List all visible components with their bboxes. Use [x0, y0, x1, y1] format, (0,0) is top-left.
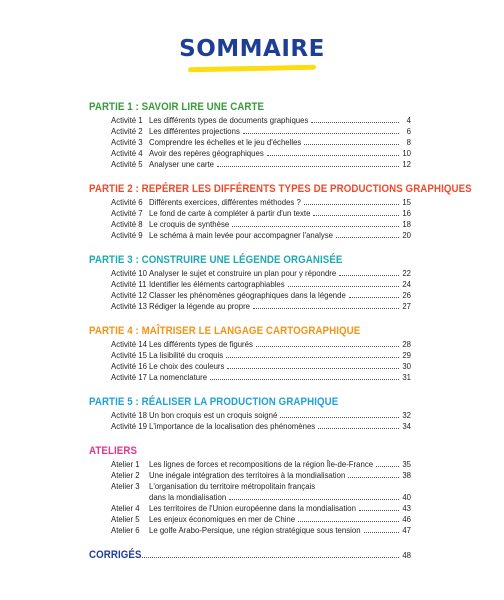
corriges-heading: CORRIGÉS	[89, 549, 142, 561]
toc-entry	[89, 219, 411, 230]
entry-title: Les lignes de forces et recompositions de la région Île-de-France	[149, 460, 374, 469]
entry-page: 4	[406, 116, 411, 125]
dot-leader	[376, 466, 399, 467]
entry-number: Activité 13	[111, 302, 147, 311]
section-heading: PARTIE 4 : MAÎTRISER LE LANGAGE CARTOGRAPHIQUE	[89, 325, 361, 337]
section-heading: PARTIE 5 : RÉALISER LA PRODUCTION GRAPHIQUE	[89, 396, 339, 408]
toc-entry	[89, 339, 411, 350]
toc-section	[89, 100, 411, 170]
entry-number: Activité 9	[111, 231, 143, 240]
entry-page: 26	[402, 291, 411, 300]
entry-title: La nomenclature	[149, 373, 208, 382]
dot-leader	[253, 308, 399, 309]
entry-page: 40	[402, 493, 411, 502]
dot-leader	[217, 166, 399, 167]
dot-leader	[226, 357, 399, 358]
entry-page: 43	[402, 504, 411, 513]
toc-entry	[89, 372, 411, 383]
entry-title: Le golfe Arabo-Persique, une région stratégique sous tension	[149, 526, 361, 535]
table-of-contents	[89, 100, 472, 562]
entry-page: 35	[402, 460, 411, 469]
entry-title: Comprendre les échelles et le jeu d'échelles	[149, 138, 302, 147]
dot-leader	[280, 417, 399, 418]
toc-entry	[89, 159, 411, 170]
entry-title: Un bon croquis est un croquis soigné	[149, 411, 278, 420]
entry-number: Activité 8	[111, 220, 143, 229]
entry-number: Activité 19	[111, 422, 147, 431]
dot-leader	[227, 368, 399, 369]
entry-page: 27	[402, 302, 411, 311]
toc-entry	[89, 208, 411, 219]
entry-number: Activité 14	[111, 340, 147, 349]
entry-number: Atelier 1	[111, 460, 140, 469]
entry-title: Classer les phénomènes géographiques dans la légende	[149, 291, 346, 300]
entry-title: Analyser le sujet et construire un plan pour y répondre	[149, 269, 337, 278]
toc-entry	[89, 197, 411, 208]
entry-title: Différents exercices, différentes méthodes ?	[149, 198, 301, 207]
dot-leader	[288, 286, 399, 287]
entry-title: dans la mondialisation	[149, 493, 227, 502]
dot-leader	[229, 499, 399, 500]
entry-page: 16	[402, 209, 411, 218]
toc-entry	[89, 290, 411, 301]
entry-number: Activité 18	[111, 411, 147, 420]
dot-leader	[232, 226, 399, 227]
entry-title: Le choix des couleurs	[149, 362, 225, 371]
entry-number: Activité 7	[111, 209, 143, 218]
entry-number: Activité 4	[111, 149, 143, 158]
entry-title: Les territoires de l'Union européenne dans la mondialisation	[149, 504, 356, 513]
corriges-page: 48	[402, 551, 411, 560]
toc-entry	[89, 410, 411, 421]
dot-leader	[304, 144, 399, 145]
toc-entry	[89, 514, 411, 525]
dot-leader	[364, 532, 399, 533]
entry-number: Activité 17	[111, 373, 147, 382]
toc-section	[89, 324, 411, 383]
entry-page: 28	[402, 340, 411, 349]
toc-entry	[89, 481, 411, 492]
toc-entry	[89, 115, 411, 126]
entry-page: 15	[402, 198, 411, 207]
entry-page: 29	[402, 351, 411, 360]
dot-leader	[298, 521, 399, 522]
entry-page: 18	[402, 220, 411, 229]
toc-entry	[89, 492, 411, 503]
dot-leader	[243, 133, 399, 134]
toc-entry	[89, 279, 411, 290]
entry-page: 38	[402, 471, 411, 480]
entry-title: Analyser une carte	[149, 160, 215, 169]
entry-title: Les différentes projections	[149, 127, 240, 136]
entry-title: Le fond de carte à compléter à partir d'un texte	[149, 209, 311, 218]
dot-leader	[256, 346, 399, 347]
toc-entry	[89, 148, 411, 159]
toc-section	[89, 253, 411, 312]
dot-leader	[349, 297, 399, 298]
entry-number: Atelier 5	[111, 515, 140, 524]
dot-leader	[318, 428, 399, 429]
entry-number: Activité 12	[111, 291, 147, 300]
dot-leader	[210, 379, 399, 380]
section-heading: ATELIERS	[89, 445, 138, 457]
dot-leader	[339, 275, 399, 276]
corriges-entry	[89, 548, 411, 562]
entry-page: 10	[402, 149, 411, 158]
dot-leader	[304, 204, 399, 205]
toc-entry	[89, 459, 411, 470]
dot-leader	[336, 237, 399, 238]
entry-title: Avoir des repères géographiques	[149, 149, 264, 158]
dot-leader	[311, 122, 399, 123]
entry-page: 31	[402, 373, 411, 382]
entry-number: Atelier 3	[111, 482, 140, 491]
toc-entry	[89, 301, 411, 312]
entry-page: 6	[406, 127, 411, 136]
entry-title: Le schéma à main levée pour accompagner l'analyse	[149, 231, 333, 240]
entry-title: Le croquis de synthèse	[149, 220, 230, 229]
entry-page: 8	[406, 138, 411, 147]
entry-title: L'organisation du territoire métropolitain français	[149, 482, 316, 491]
toc-entry	[89, 361, 411, 372]
entry-title: Rédiger la légende au propre	[149, 302, 250, 311]
entry-page: 22	[402, 269, 411, 278]
page-title: SOMMAIRE	[179, 36, 325, 62]
entry-page: 34	[402, 422, 411, 431]
entry-title: La lisibilité du croquis	[149, 351, 224, 360]
entry-page: 12	[402, 160, 411, 169]
toc-section	[89, 395, 411, 432]
toc-entry	[89, 350, 411, 361]
section-heading: PARTIE 2 : REPÉRER LES DIFFÉRENTS TYPES DE PRODUCTIONS GRAPHIQUES	[89, 183, 472, 195]
toc-entry	[89, 525, 411, 536]
toc-entry	[89, 126, 411, 137]
toc-entry	[89, 268, 411, 279]
entry-number: Atelier 2	[111, 471, 140, 480]
section-heading: PARTIE 1 : SAVOIR LIRE UNE CARTE	[89, 101, 265, 113]
dot-leader	[348, 477, 399, 478]
dot-leader	[313, 215, 399, 216]
entry-page: 30	[402, 362, 411, 371]
entry-page: 24	[402, 280, 411, 289]
dot-leader	[142, 557, 399, 558]
entry-page: 46	[402, 515, 411, 524]
toc-entry	[89, 230, 411, 241]
toc-entry	[89, 503, 411, 514]
entry-title: Les différents types de documents graphiques	[149, 116, 309, 125]
entry-number: Activité 5	[111, 160, 143, 169]
entry-page: 32	[402, 411, 411, 420]
entry-title: Identifier les éléments cartographiables	[149, 280, 285, 289]
entry-number: Activité 10	[111, 269, 147, 278]
toc-entry	[89, 470, 411, 481]
entry-title: Une inégale intégration des territoires à la mondialisation	[149, 471, 346, 480]
section-heading: PARTIE 3 : CONSTRUIRE UNE LÉGENDE ORGANISÉE	[89, 254, 343, 266]
entry-number: Activité 3	[111, 138, 143, 147]
title-block	[0, 36, 504, 71]
entry-number: Atelier 4	[111, 504, 140, 513]
entry-title: Les différents types de figurés	[149, 340, 253, 349]
entry-page: 47	[402, 526, 411, 535]
toc-section	[89, 182, 472, 241]
title-underline	[188, 65, 316, 73]
entry-title: Les enjeux économiques en mer de Chine	[149, 515, 296, 524]
entry-number: Activité 11	[111, 280, 147, 289]
toc-section	[89, 444, 411, 536]
entry-number: Activité 16	[111, 362, 147, 371]
dot-leader	[359, 510, 399, 511]
entry-number: Activité 1	[111, 116, 143, 125]
entry-page: 20	[402, 231, 411, 240]
toc-entry	[89, 137, 411, 148]
entry-number: Activité 2	[111, 127, 143, 136]
dot-leader	[267, 155, 399, 156]
entry-number: Activité 15	[111, 351, 147, 360]
entry-title: L'importance de la localisation des phénomènes	[149, 422, 316, 431]
entry-number: Activité 6	[111, 198, 143, 207]
entry-number: Atelier 6	[111, 526, 140, 535]
toc-entry	[89, 421, 411, 432]
